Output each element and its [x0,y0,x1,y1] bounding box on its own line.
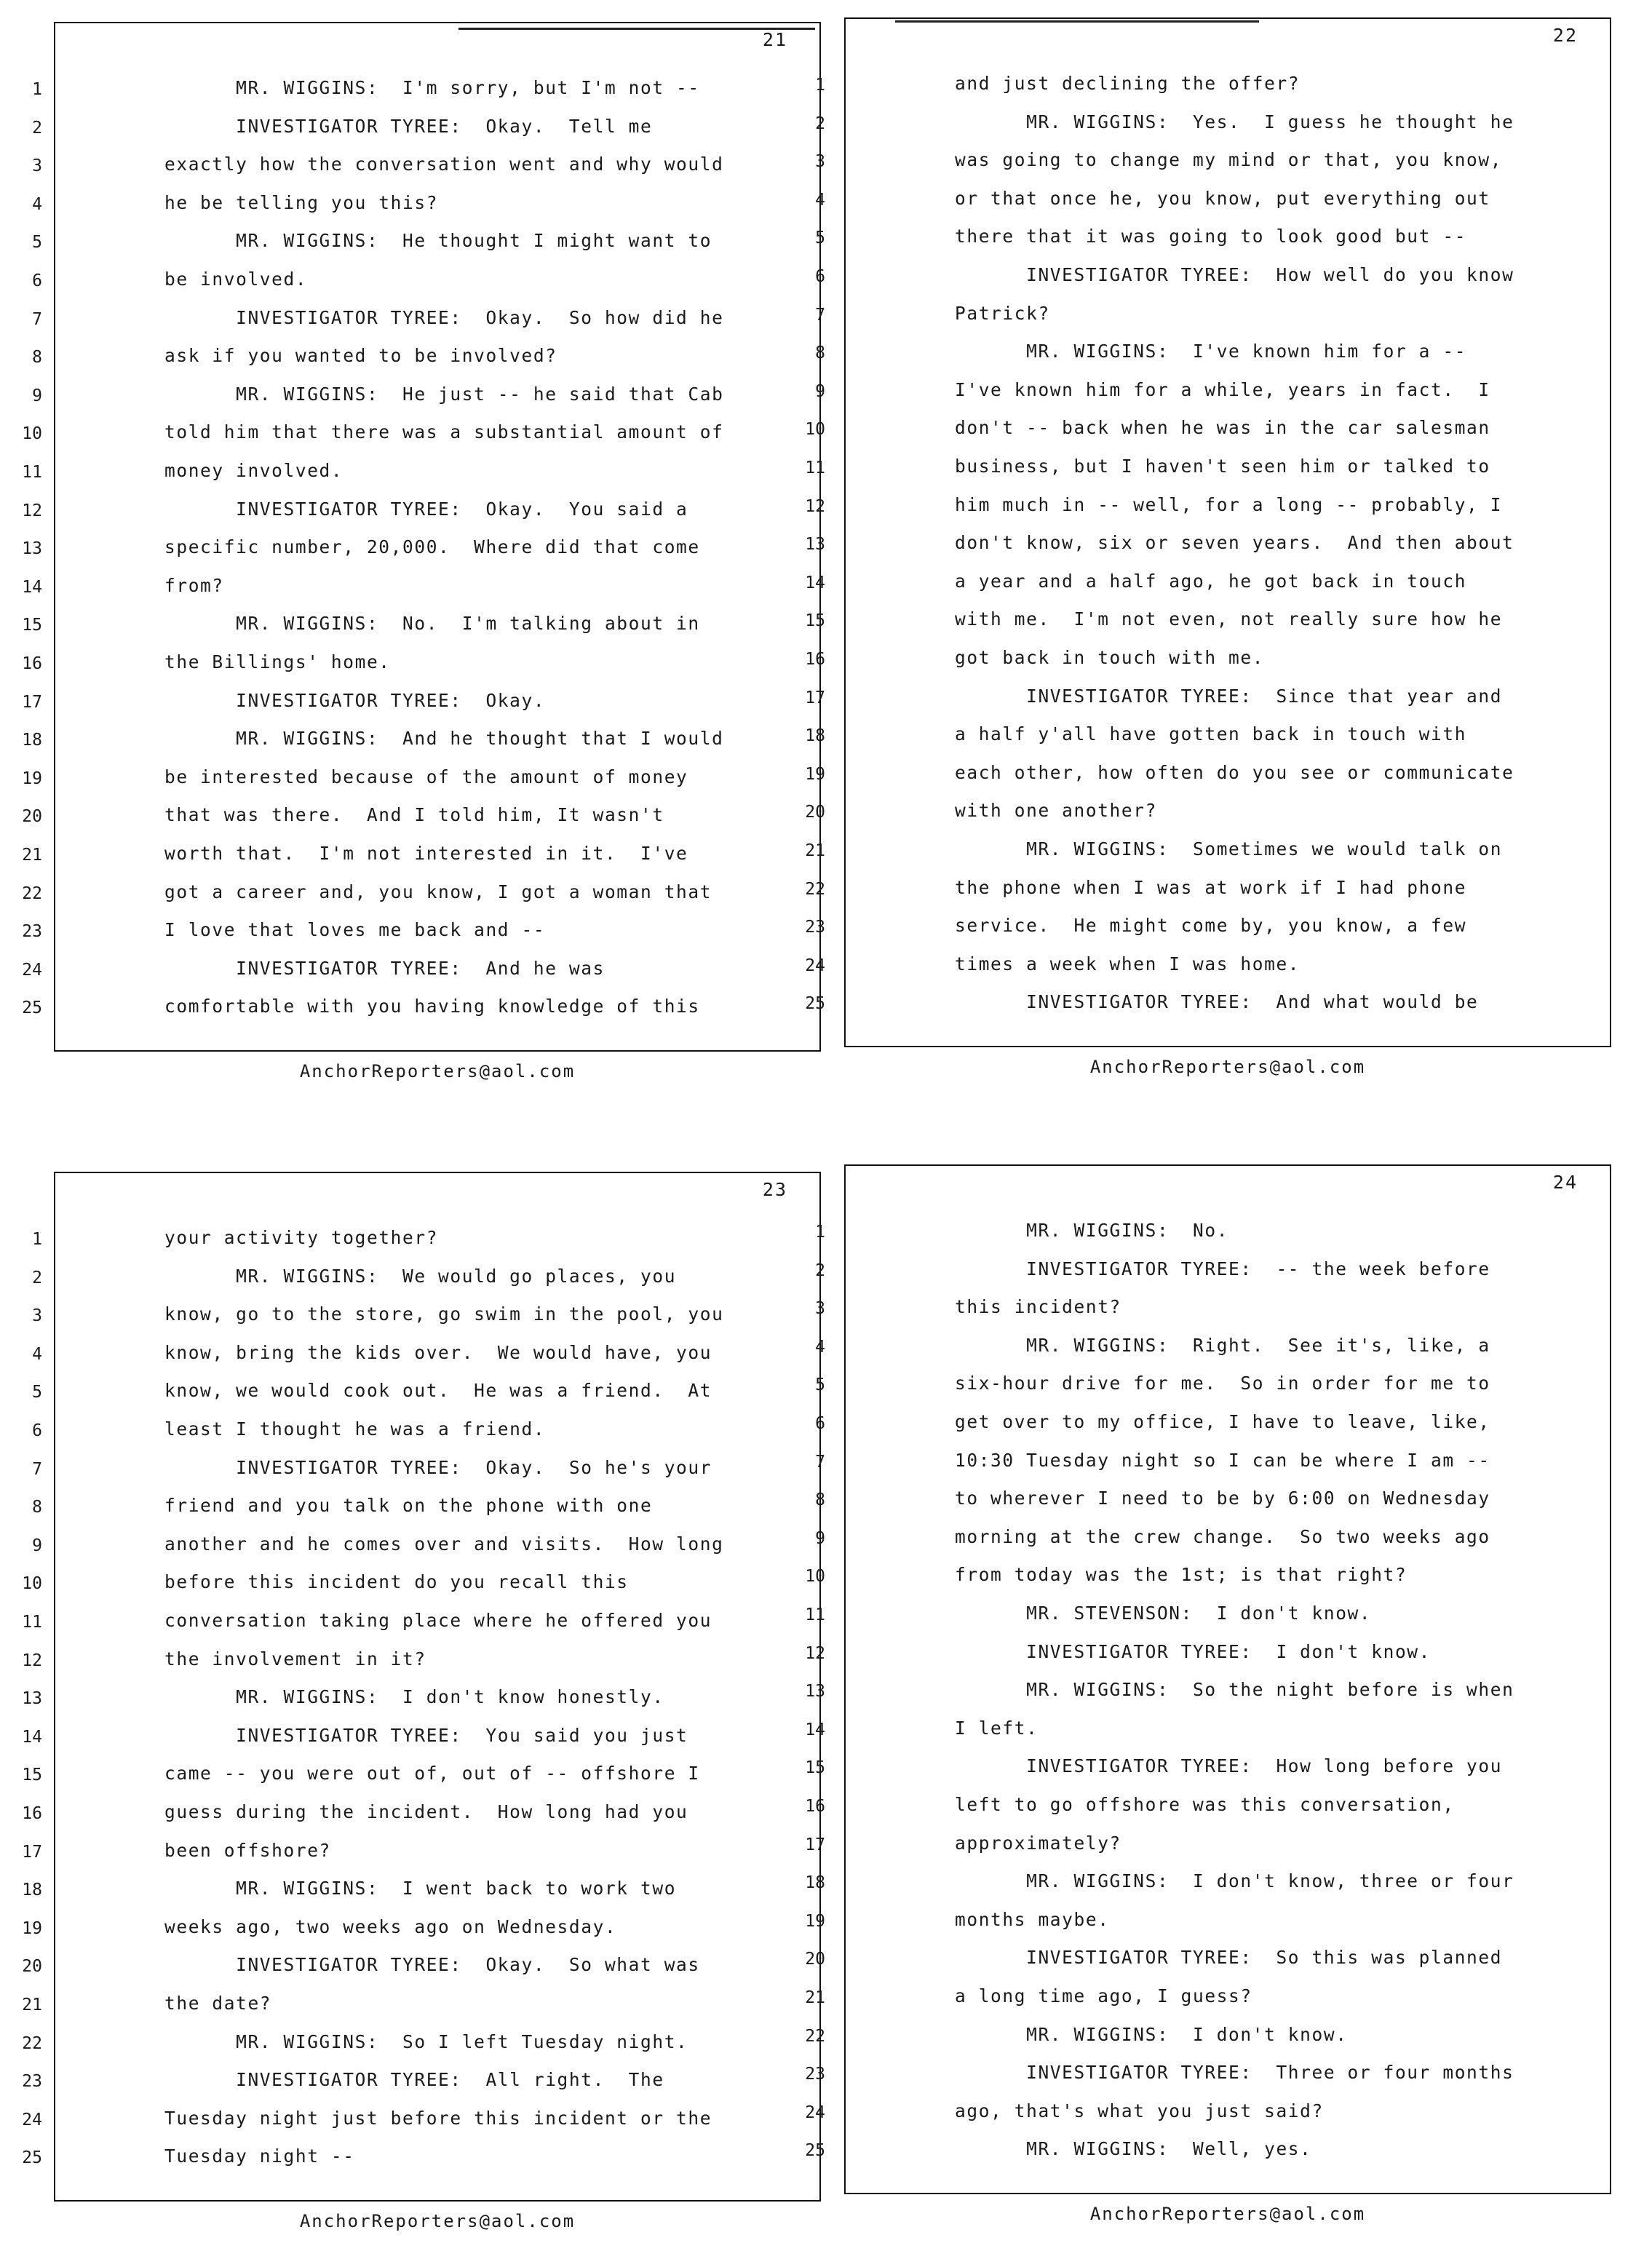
line-number: 2 [815,1261,825,1280]
footer-email: AnchorReporters@aol.com [1089,1057,1366,1077]
line-number: 18 [805,1873,825,1893]
line-number: 5 [32,233,42,253]
page-number: 24 [1552,1172,1578,1193]
line-number: 25 [805,994,825,1014]
line-number: 24 [805,2103,825,2122]
transcript-line: before this incident do you recall this [164,1571,629,1593]
transcript-line: money involved. [164,460,343,481]
transcript-line: a long time ago, I guess? [955,1985,1252,2006]
transcript-line: INVESTIGATOR TYREE: Okay. [164,689,546,711]
line-number: 20 [805,1950,825,1969]
transcript-line: MR. WIGGINS: Well, yes. [955,2138,1312,2160]
line-number: 15 [805,611,825,631]
transcript-line: MR. WIGGINS: He thought I might want to [164,230,712,252]
line-number: 13 [805,535,825,555]
transcript-line: ago, that's what you just said? [955,2100,1324,2121]
transcript-line: MR. WIGGINS: So I left Tuesday night. [164,2030,688,2052]
line-number: 20 [22,1957,42,1977]
transcript-line: INVESTIGATOR TYREE: Okay. Tell me [164,115,653,137]
transcript-line: I left. [955,1717,1039,1739]
line-number: 20 [805,803,825,822]
transcript-line: know, we would cook out. He was a friend. At [164,1380,712,1402]
line-number: 15 [22,1766,42,1785]
transcript-line: service. He might come by, you know, a few [955,915,1467,937]
line-number: 12 [22,1651,42,1670]
transcript-line: INVESTIGATOR TYREE: And what would be [955,991,1479,1013]
transcript-line: INVESTIGATOR TYREE: Okay. So he's your [164,1456,712,1478]
transcript-line: or that once he, you know, put everything out [955,187,1490,209]
footer-email: AnchorReporters@aol.com [299,1061,576,1081]
transcript-line: INVESTIGATOR TYREE: You said you just [164,1724,688,1746]
transcript-line: MR. STEVENSON: I don't know. [955,1603,1372,1624]
line-number: 16 [22,1804,42,1823]
line-number: 21 [805,841,825,860]
line-number: 8 [815,344,825,363]
line-number: 16 [22,654,42,673]
transcript-line: with one another? [955,800,1157,822]
line-number: 7 [815,1452,825,1472]
line-number: 14 [805,573,825,592]
line-number: 4 [815,1337,825,1357]
transcript-line: INVESTIGATOR TYREE: How well do you know [955,264,1514,285]
transcript-line: told him that there was a substantial amount of [164,421,724,443]
line-number: 12 [805,1643,825,1663]
line-number: 24 [22,2110,42,2129]
page-number: 23 [762,1179,787,1200]
line-number: 8 [815,1490,825,1510]
transcript-line: specific number, 20,000. Where did that come [164,536,700,558]
transcript-line: he be telling you this? [164,191,439,213]
footer-email: AnchorReporters@aol.com [299,2211,576,2231]
transcript-line: your activity together? [164,1227,439,1248]
transcript-line: be interested because of the amount of money [164,766,688,787]
line-number: 6 [815,1414,825,1433]
transcript-page [22,1172,821,2231]
line-number: 5 [815,229,825,248]
line-number: 19 [805,764,825,784]
transcript-line: months maybe. [955,1908,1110,1930]
line-number: 18 [22,731,42,750]
line-number: 9 [815,381,825,401]
transcript-line: got back in touch with me. [955,647,1265,668]
line-number: 7 [32,1459,42,1479]
transcript-line: MR. WIGGINS: I went back to work two [164,1878,677,1899]
transcript-line: six-hour drive for me. So in order for me to [955,1373,1490,1394]
transcript-line: comfortable with you having knowledge of this [164,996,700,1017]
transcript-line: this incident? [955,1296,1121,1318]
line-number: 19 [22,769,42,788]
transcript-line: MR. WIGGINS: Right. See it's, like, a [955,1334,1490,1356]
line-number: 16 [805,650,825,669]
transcript-line: INVESTIGATOR TYREE: Okay. So how did he [164,306,724,328]
line-number: 9 [32,386,42,405]
transcript-line: there that it was going to look good but -- [955,226,1467,247]
line-number: 24 [805,956,825,975]
line-number: 13 [22,1689,42,1709]
transcript-line: MR. WIGGINS: I've known him for a -- [955,341,1467,362]
line-number: 17 [22,692,42,712]
transcript-line: Tuesday night just before this incident or the [164,2107,712,2129]
line-number: 15 [805,1758,825,1778]
line-number: 15 [22,616,42,635]
transcript-line: the date? [164,1993,272,2014]
transcript-line: him much in -- well, for a long -- probably, I [955,493,1503,515]
line-number: 23 [22,2072,42,2092]
transcript-line: MR. WIGGINS: No. [955,1220,1229,1241]
line-number: 17 [805,1835,825,1854]
line-number: 20 [22,807,42,827]
line-number: 18 [22,1881,42,1900]
line-number: 2 [815,114,825,133]
transcript-line: conversation taking place where he offered you [164,1610,712,1631]
line-number: 22 [22,2033,42,2053]
transcript-line: was going to change my mind or that, you know, [955,149,1503,171]
transcript-line: MR. WIGGINS: I don't know, three or four [955,1870,1514,1892]
transcript-line: MR. WIGGINS: Sometimes we would talk on [955,838,1503,860]
line-number: 3 [32,1306,42,1326]
page-number: 21 [762,29,787,50]
line-number: 25 [22,2148,42,2168]
line-number: 7 [815,305,825,325]
transcript-line: guess during the incident. How long had you [164,1801,688,1822]
line-number: 1 [815,76,825,95]
transcript-line: the phone when I was at work if I had phone [955,876,1467,898]
line-number: 14 [805,1720,825,1739]
line-number: 22 [22,884,42,903]
transcript-line: that was there. And I told him, It wasn't [164,804,664,826]
transcript-line: be involved. [164,269,308,290]
transcript-line: INVESTIGATOR TYREE: I don't know. [955,1640,1431,1662]
line-number: 8 [32,348,42,368]
line-number: 9 [815,1528,825,1548]
line-number: 21 [805,1988,825,2007]
transcript-line: got a career and, you know, I got a woman that [164,881,712,902]
transcript-line: from? [164,574,224,596]
line-number: 17 [22,1842,42,1862]
line-number: 25 [22,999,42,1018]
line-number: 4 [32,1344,42,1364]
line-number: 8 [32,1498,42,1517]
transcript-line: MR. WIGGINS: And he thought that I would [164,728,724,750]
line-number: 17 [805,688,825,707]
line-number: 3 [815,152,825,172]
line-number: 21 [22,846,42,865]
transcript-line: MR. WIGGINS: So the night before is when [955,1679,1514,1701]
transcript-line: MR. WIGGINS: I'm sorry, but I'm not -- [164,77,700,98]
transcript-line: and just declining the offer? [955,73,1300,94]
transcript-line: friend and you talk on the phone with one [164,1495,653,1517]
transcript-line: get over to my office, I have to leave, like, [955,1411,1490,1432]
transcript-line: MR. WIGGINS: Yes. I guess he thought he [955,111,1514,132]
transcript-line: times a week when I was home. [955,953,1300,974]
line-number: 23 [22,922,42,942]
line-number: 12 [22,501,42,520]
transcript-line: I've known him for a while, years in fact. I [955,378,1490,400]
line-number: 19 [805,1911,825,1931]
line-number: 3 [32,156,42,176]
page-number: 22 [1552,25,1578,46]
transcript-line: know, go to the store, go swim in the pool, you [164,1303,724,1325]
line-number: 7 [32,309,42,329]
line-number: 1 [32,1230,42,1249]
line-number: 12 [805,496,825,516]
line-number: 10 [805,420,825,440]
line-number: 23 [805,918,825,937]
line-number: 6 [32,1421,42,1440]
transcript-line: INVESTIGATOR TYREE: And he was [164,957,605,979]
transcript-line: with me. I'm not even, not really sure how he [955,608,1503,630]
transcript-line: business, but I haven't seen him or talked to [955,456,1490,477]
transcript-line: each other, how often do you see or communicate [955,761,1514,783]
transcript-line: least I thought he was a friend. [164,1418,546,1440]
line-number: 19 [22,1918,42,1938]
transcript-line: a year and a half ago, he got back in touch [955,570,1467,592]
transcript-line: INVESTIGATOR TYREE: All right. The [164,2069,664,2091]
line-number: 4 [32,194,42,214]
transcript-line: don't -- back when he was in the car salesman [955,417,1490,439]
line-number: 3 [815,1299,825,1319]
line-number: 2 [32,118,42,138]
line-number: 10 [805,1567,825,1587]
line-number: 10 [22,1574,42,1594]
transcript-line: MR. WIGGINS: No. I'm talking about in [164,613,700,635]
transcript-line: INVESTIGATOR TYREE: Three or four months [955,2062,1514,2084]
line-number: 2 [32,1268,42,1287]
transcript-line: know, bring the kids over. We would have, you [164,1341,712,1363]
line-number: 11 [22,463,42,482]
transcript-line: the involvement in it? [164,1648,426,1670]
transcript-page [22,22,821,1081]
line-number: 16 [805,1797,825,1816]
line-number: 21 [22,1996,42,2014]
transcript-line: weeks ago, two weeks ago on Wednesday. [164,1916,617,1937]
line-number: 22 [805,2026,825,2046]
transcript-line: from today was the 1st; is that right? [955,1564,1407,1586]
transcript-line: don't know, six or seven years. And then about [955,532,1514,554]
line-number: 5 [32,1383,42,1402]
line-number: 1 [32,80,42,99]
transcript-line: left to go offshore was this conversation, [955,1794,1455,1815]
line-number: 4 [815,190,825,210]
transcript-line: another and he comes over and visits. How long [164,1533,724,1555]
transcript-line: a half y'all have gotten back in touch with [955,723,1467,745]
transcript-line: INVESTIGATOR TYREE: Okay. So what was [164,1954,700,1976]
transcript-line: to wherever I need to be by 6:00 on Wednesday [955,1488,1490,1509]
transcript-line: exactly how the conversation went and why would [164,154,724,175]
line-number: 11 [805,458,825,477]
transcript-line: approximately? [955,1832,1121,1854]
transcript-line: INVESTIGATOR TYREE: So this was planned [955,1947,1503,1969]
transcript-page [805,17,1611,1077]
line-number: 5 [815,1375,825,1395]
line-number: 25 [805,2141,825,2161]
line-number: 6 [815,267,825,286]
line-number: 22 [805,879,825,899]
transcript-line: INVESTIGATOR TYREE: Okay. You said a [164,498,688,520]
transcript-line: INVESTIGATOR TYREE: Since that year and [955,685,1503,707]
transcript-line: MR. WIGGINS: I don't know. [955,2023,1348,2045]
footer-email: AnchorReporters@aol.com [1089,2204,1366,2224]
transcript-line: ask if you wanted to be involved? [164,345,557,367]
line-number: 13 [805,1682,825,1702]
transcript-line: been offshore? [164,1839,331,1861]
transcript-line: the Billings' home. [164,651,391,672]
transcript-line: MR. WIGGINS: We would go places, you [164,1265,677,1287]
line-number: 18 [805,726,825,746]
transcript-page [805,1164,1611,2224]
transcript-line: came -- you were out of, out of -- offshore I [164,1763,700,1785]
transcript-line: worth that. I'm not interested in it. I've [164,843,688,864]
line-number: 14 [22,577,42,597]
line-number: 6 [32,271,42,290]
line-number: 10 [22,424,42,444]
line-number: 24 [22,960,42,980]
line-number: 23 [805,2065,825,2084]
line-number: 14 [22,1727,42,1747]
line-number: 11 [805,1605,825,1624]
transcript-line: MR. WIGGINS: He just -- he said that Cab [164,383,724,405]
line-number: 13 [22,539,42,559]
transcript-line: I love that loves me back and -- [164,919,546,941]
transcript-line: Patrick? [955,302,1050,324]
line-number: 9 [32,1536,42,1555]
transcript-line: Tuesday night -- [164,2145,355,2167]
line-number: 1 [815,1223,825,1242]
transcript-line: MR. WIGGINS: I don't know honestly. [164,1686,664,1708]
transcript-line: INVESTIGATOR TYREE: -- the week before [955,1258,1490,1279]
transcript-line: morning at the crew change. So two weeks ago [955,1525,1490,1547]
transcript-line: 10:30 Tuesday night so I can be where I am -- [955,1449,1490,1471]
transcript-line: INVESTIGATOR TYREE: How long before you [955,1755,1503,1777]
line-number: 11 [22,1613,42,1632]
